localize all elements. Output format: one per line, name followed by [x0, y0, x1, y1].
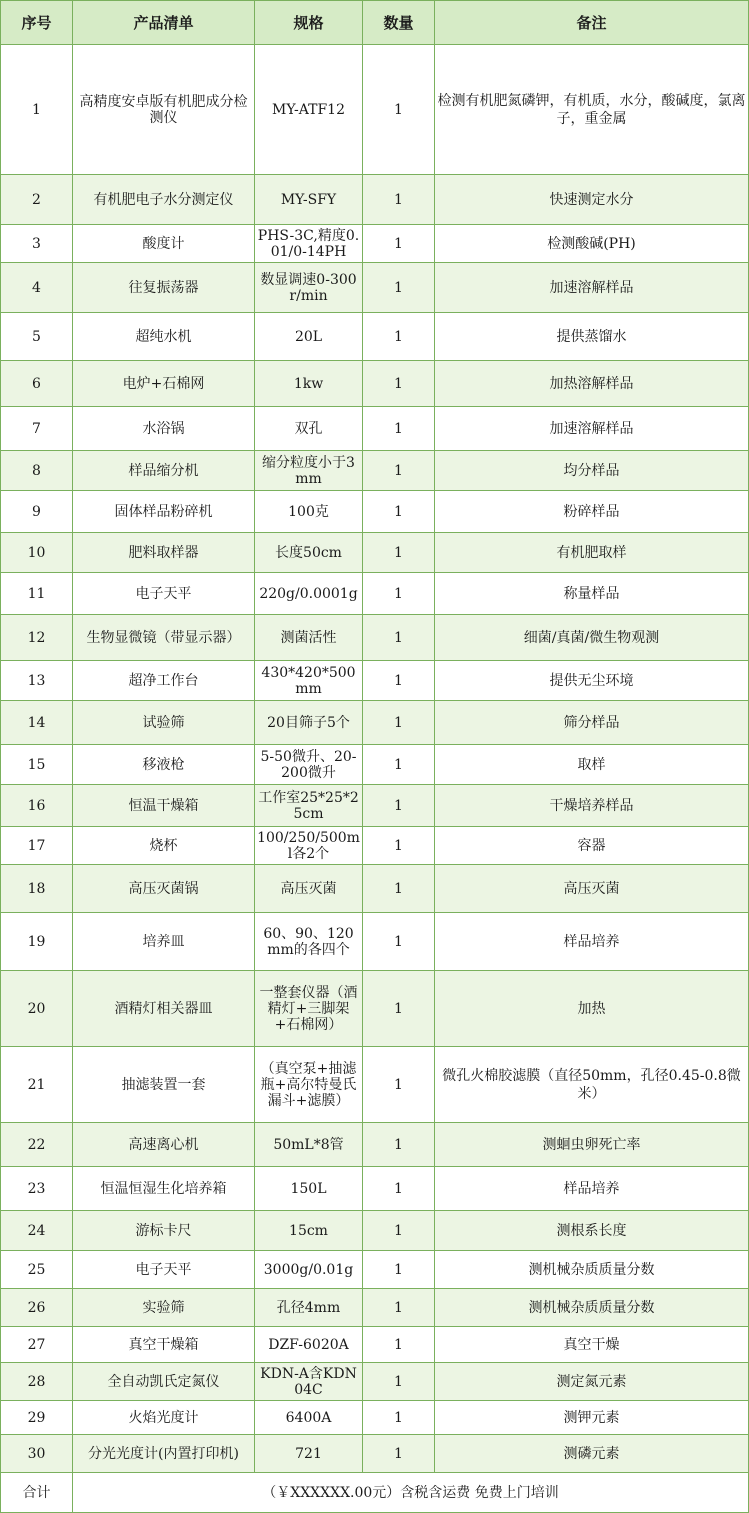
row-remark: 样品培养: [435, 913, 749, 971]
total-row: [1, 1473, 749, 1513]
row-spec: MY-ATF12: [255, 45, 363, 175]
row-quantity: 1: [363, 1327, 435, 1363]
row-product-name: 水浴锅: [73, 407, 255, 451]
table-row: [1, 1435, 749, 1473]
row-product-name: 游标卡尺: [73, 1211, 255, 1251]
row-product-name: 酒精灯相关器皿: [73, 971, 255, 1047]
row-product-name: 高精度安卓版有机肥成分检测仪: [73, 45, 255, 175]
row-spec: 1kw: [255, 361, 363, 407]
row-serial: 13: [1, 661, 73, 701]
row-remark: 提供蒸馏水: [435, 313, 749, 361]
row-remark: 测蛔虫卵死亡率: [435, 1123, 749, 1167]
row-product-name: 抽滤装置一套: [73, 1047, 255, 1123]
row-serial: 11: [1, 573, 73, 615]
row-spec: 缩分粒度小于3mm: [255, 451, 363, 491]
row-product-name: 恒温恒湿生化培养箱: [73, 1167, 255, 1211]
row-quantity: 1: [363, 745, 435, 785]
row-spec: 721: [255, 1435, 363, 1473]
row-product-name: 培养皿: [73, 913, 255, 971]
row-serial: 8: [1, 451, 73, 491]
header-remark: 备注: [435, 1, 749, 45]
row-serial: 6: [1, 361, 73, 407]
row-product-name: 真空干燥箱: [73, 1327, 255, 1363]
row-quantity: 1: [363, 225, 435, 263]
row-quantity: 1: [363, 1435, 435, 1473]
row-spec: 工作室25*25*25cm: [255, 785, 363, 827]
row-spec: 430*420*500mm: [255, 661, 363, 701]
row-quantity: 1: [363, 971, 435, 1047]
row-serial: 15: [1, 745, 73, 785]
row-quantity: 1: [363, 1123, 435, 1167]
row-product-name: 高压灭菌锅: [73, 865, 255, 913]
row-serial: 9: [1, 491, 73, 533]
row-remark: 快速测定水分: [435, 175, 749, 225]
table-row: [1, 913, 749, 971]
table-row: [1, 361, 749, 407]
row-product-name: 有机肥电子水分测定仪: [73, 175, 255, 225]
row-serial: 28: [1, 1363, 73, 1401]
row-quantity: 1: [363, 1167, 435, 1211]
row-quantity: 1: [363, 827, 435, 865]
row-serial: 10: [1, 533, 73, 573]
row-quantity: 1: [363, 701, 435, 745]
row-quantity: 1: [363, 913, 435, 971]
row-serial: 23: [1, 1167, 73, 1211]
row-remark: 称量样品: [435, 573, 749, 615]
table-row: [1, 661, 749, 701]
table-row: [1, 313, 749, 361]
row-serial: 5: [1, 313, 73, 361]
row-quantity: 1: [363, 263, 435, 313]
row-serial: 26: [1, 1289, 73, 1327]
row-product-name: 火焰光度计: [73, 1401, 255, 1435]
total-label: 合计: [1, 1473, 73, 1513]
row-quantity: 1: [363, 1047, 435, 1123]
row-remark: 粉碎样品: [435, 491, 749, 533]
row-spec: 一整套仪器（酒精灯+三脚架+石棉网）: [255, 971, 363, 1047]
row-quantity: 1: [363, 407, 435, 451]
row-spec: 60、90、120mm的各四个: [255, 913, 363, 971]
table-row: [1, 1289, 749, 1327]
table-row: [1, 971, 749, 1047]
table-row: [1, 745, 749, 785]
row-remark: 样品培养: [435, 1167, 749, 1211]
row-spec: 220g/0.0001g: [255, 573, 363, 615]
table-row: [1, 1327, 749, 1363]
table-row: [1, 1123, 749, 1167]
table-row: [1, 1047, 749, 1123]
row-remark: 检测酸碱(PH): [435, 225, 749, 263]
table-row: [1, 45, 749, 175]
row-product-name: 恒温干燥箱: [73, 785, 255, 827]
row-quantity: 1: [363, 1211, 435, 1251]
row-remark: 加速溶解样品: [435, 407, 749, 451]
row-spec: （真空泵+抽滤瓶+高尔特曼氏漏斗+滤膜）: [255, 1047, 363, 1123]
table-row: [1, 175, 749, 225]
row-quantity: 1: [363, 451, 435, 491]
row-quantity: 1: [363, 1251, 435, 1289]
row-product-name: 电炉+石棉网: [73, 361, 255, 407]
header-serial: 序号: [1, 1, 73, 45]
table-row: [1, 407, 749, 451]
table-row: [1, 1211, 749, 1251]
row-quantity: 1: [363, 313, 435, 361]
row-spec: 50mL*8管: [255, 1123, 363, 1167]
row-product-name: 超净工作台: [73, 661, 255, 701]
row-spec: 150L: [255, 1167, 363, 1211]
header-product: 产品清单: [73, 1, 255, 45]
row-product-name: 试验筛: [73, 701, 255, 745]
row-spec: DZF-6020A: [255, 1327, 363, 1363]
row-spec: 100/250/500ml各2个: [255, 827, 363, 865]
table-row: [1, 865, 749, 913]
row-serial: 30: [1, 1435, 73, 1473]
row-serial: 12: [1, 615, 73, 661]
row-quantity: 1: [363, 45, 435, 175]
row-spec: 20L: [255, 313, 363, 361]
table-row: [1, 533, 749, 573]
row-remark: 加热溶解样品: [435, 361, 749, 407]
row-product-name: 生物显微镜（带显示器）: [73, 615, 255, 661]
row-serial: 29: [1, 1401, 73, 1435]
row-remark: 测定氮元素: [435, 1363, 749, 1401]
row-serial: 24: [1, 1211, 73, 1251]
row-quantity: 1: [363, 573, 435, 615]
row-remark: 取样: [435, 745, 749, 785]
row-serial: 19: [1, 913, 73, 971]
row-quantity: 1: [363, 1363, 435, 1401]
row-remark: 提供无尘环境: [435, 661, 749, 701]
row-remark: 细菌/真菌/微生物观测: [435, 615, 749, 661]
row-remark: 测磷元素: [435, 1435, 749, 1473]
table-row: [1, 1167, 749, 1211]
row-serial: 16: [1, 785, 73, 827]
row-product-name: 电子天平: [73, 573, 255, 615]
row-remark: 均分样品: [435, 451, 749, 491]
row-serial: 3: [1, 225, 73, 263]
row-quantity: 1: [363, 785, 435, 827]
header-quantity: 数量: [363, 1, 435, 45]
row-quantity: 1: [363, 491, 435, 533]
row-remark: 高压灭菌: [435, 865, 749, 913]
row-remark: 筛分样品: [435, 701, 749, 745]
table-row: [1, 785, 749, 827]
row-spec: 5-50微升、20-200微升: [255, 745, 363, 785]
row-spec: PHS-3C,精度0.01/0-14PH: [255, 225, 363, 263]
row-product-name: 高速离心机: [73, 1123, 255, 1167]
row-product-name: 烧杯: [73, 827, 255, 865]
table-row: [1, 1251, 749, 1289]
row-spec: 3000g/0.01g: [255, 1251, 363, 1289]
row-remark: 加热: [435, 971, 749, 1047]
row-serial: 27: [1, 1327, 73, 1363]
row-product-name: 肥料取样器: [73, 533, 255, 573]
row-quantity: 1: [363, 865, 435, 913]
row-serial: 20: [1, 971, 73, 1047]
row-spec: 孔径4mm: [255, 1289, 363, 1327]
row-serial: 4: [1, 263, 73, 313]
table-header-row: [1, 1, 749, 45]
row-product-name: 全自动凯氏定氮仪: [73, 1363, 255, 1401]
row-spec: 测菌活性: [255, 615, 363, 661]
table-row: [1, 225, 749, 263]
row-spec: 长度50cm: [255, 533, 363, 573]
table-row: [1, 827, 749, 865]
row-spec: 双孔: [255, 407, 363, 451]
table-row: [1, 491, 749, 533]
row-spec: 数显调速0-300r/min: [255, 263, 363, 313]
row-product-name: 实验筛: [73, 1289, 255, 1327]
row-product-name: 移液枪: [73, 745, 255, 785]
row-serial: 17: [1, 827, 73, 865]
row-serial: 2: [1, 175, 73, 225]
table-row: [1, 263, 749, 313]
row-remark: 测根系长度: [435, 1211, 749, 1251]
row-remark: 检测有机肥氮磷钾，有机质，水分，酸碱度，氯离子，重金属: [435, 45, 749, 175]
header-spec: 规格: [255, 1, 363, 45]
row-spec: 100克: [255, 491, 363, 533]
table-row: [1, 701, 749, 745]
row-serial: 1: [1, 45, 73, 175]
row-quantity: 1: [363, 661, 435, 701]
row-quantity: 1: [363, 361, 435, 407]
table-body: [1, 45, 749, 1473]
row-product-name: 电子天平: [73, 1251, 255, 1289]
row-spec: KDN-A含KDN04C: [255, 1363, 363, 1401]
row-quantity: 1: [363, 1401, 435, 1435]
row-remark: 测机械杂质质量分数: [435, 1251, 749, 1289]
row-remark: 测钾元素: [435, 1401, 749, 1435]
row-quantity: 1: [363, 1289, 435, 1327]
row-spec: MY-SFY: [255, 175, 363, 225]
table-row: [1, 615, 749, 661]
row-remark: 干燥培养样品: [435, 785, 749, 827]
row-product-name: 超纯水机: [73, 313, 255, 361]
row-quantity: 1: [363, 615, 435, 661]
row-remark: 测机械杂质质量分数: [435, 1289, 749, 1327]
row-product-name: 样品缩分机: [73, 451, 255, 491]
row-serial: 18: [1, 865, 73, 913]
row-product-name: 固体样品粉碎机: [73, 491, 255, 533]
row-product-name: 酸度计: [73, 225, 255, 263]
row-remark: 微孔火棉胶滤膜（直径50mm，孔径0.45-0.8微米）: [435, 1047, 749, 1123]
total-text: （￥XXXXXX.00元）含税含运费 免费上门培训: [73, 1473, 749, 1513]
row-remark: 加速溶解样品: [435, 263, 749, 313]
row-serial: 21: [1, 1047, 73, 1123]
row-spec: 20目筛子5个: [255, 701, 363, 745]
row-spec: 15cm: [255, 1211, 363, 1251]
row-product-name: 往复振荡器: [73, 263, 255, 313]
row-remark: 有机肥取样: [435, 533, 749, 573]
row-serial: 7: [1, 407, 73, 451]
row-quantity: 1: [363, 175, 435, 225]
row-quantity: 1: [363, 533, 435, 573]
table-row: [1, 1401, 749, 1435]
row-serial: 22: [1, 1123, 73, 1167]
table-row: [1, 1363, 749, 1401]
row-remark: 容器: [435, 827, 749, 865]
table-row: [1, 451, 749, 491]
row-spec: 高压灭菌: [255, 865, 363, 913]
table-row: [1, 573, 749, 615]
row-spec: 6400A: [255, 1401, 363, 1435]
row-serial: 14: [1, 701, 73, 745]
row-product-name: 分光光度计(内置打印机): [73, 1435, 255, 1473]
row-remark: 真空干燥: [435, 1327, 749, 1363]
row-serial: 25: [1, 1251, 73, 1289]
